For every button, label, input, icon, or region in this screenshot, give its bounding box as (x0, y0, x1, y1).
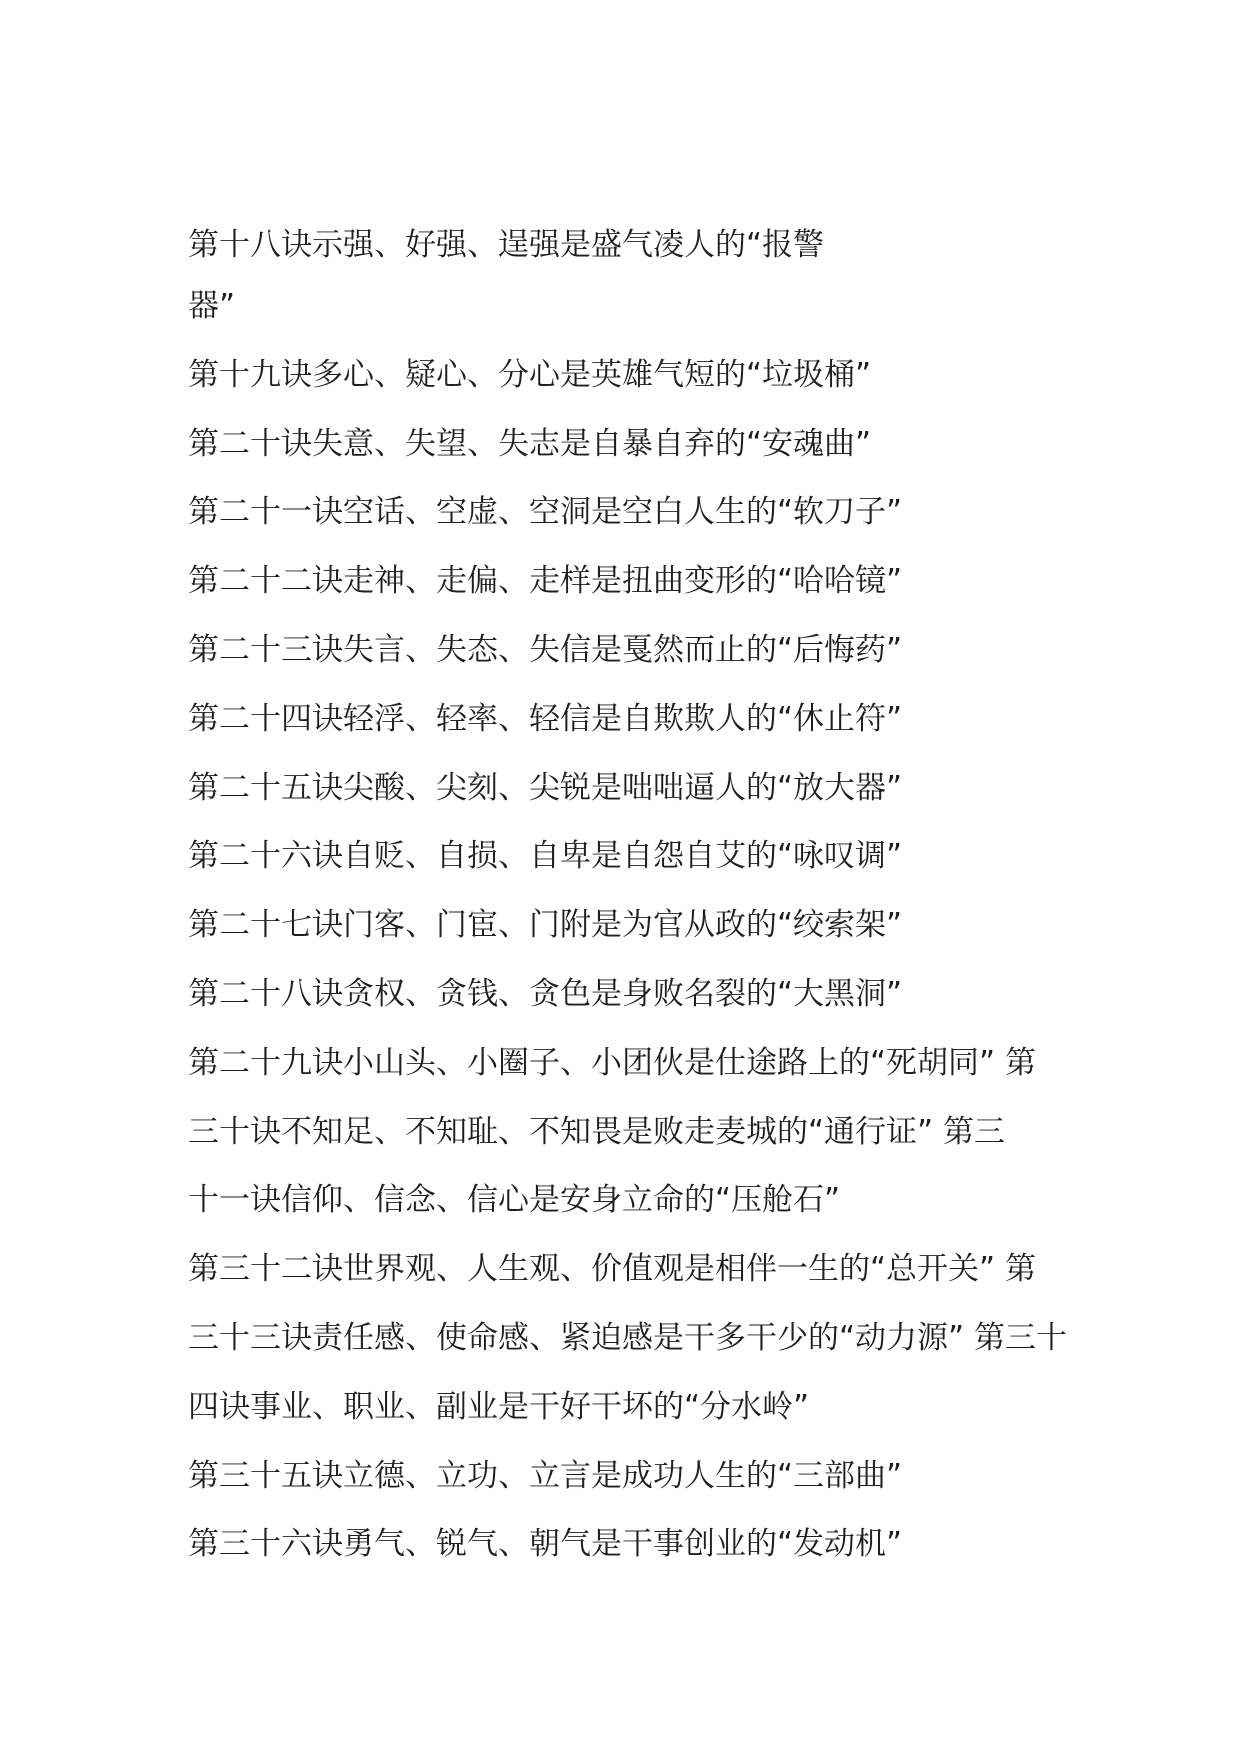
text-line: 第二十八诀贪权、贪钱、贪色是身败名裂的“大黑洞” (188, 975, 903, 1012)
text-line: 第三十二诀世界观、人生观、价值观是相伴一生的“总开关” 第 (188, 1251, 1036, 1288)
text-line: 第二十七诀门客、门宦、门附是为官从政的“绞索架” (188, 907, 903, 944)
body-text (188, 218, 1088, 1579)
text-line: 第二十六诀自贬、自损、自卑是自怨自艾的“咏叹调” (188, 838, 903, 875)
text-line: 三十诀不知足、不知耻、不知畏是败走麦城的“通行证” 第三 (188, 1113, 1005, 1150)
text-line: 第二十九诀小山头、小圈子、小团伙是仕途路上的“死胡同” 第 (188, 1044, 1036, 1081)
text-line: 第二十三诀失言、失态、失信是戛然而止的“后悔药” (188, 631, 903, 668)
text-line: 三十三诀责任感、使命感、紧迫感是干多干少的“动力源” 第三十 (188, 1319, 1067, 1356)
text-line: 第十八诀示强、好强、逞强是盛气凌人的“报警 (188, 227, 825, 263)
text-line: 第二十一诀空话、空虚、空洞是空白人生的“软刀子” (188, 494, 903, 531)
text-line: 器” (188, 288, 236, 324)
text-line: 十一诀信仰、信念、信心是安身立命的“压舱石” (188, 1182, 841, 1219)
text-line: 四诀事业、职业、副业是干好干坏的“分水岭” (188, 1388, 810, 1425)
text-line: 第二十五诀尖酸、尖刻、尖锐是咄咄逼人的“放大器” (188, 769, 903, 806)
text-line: 第二十四诀轻浮、轻率、轻信是自欺欺人的“休止符” (188, 700, 903, 737)
text-line: 第二十二诀走神、走偏、走样是扭曲变形的“哈哈镜” (188, 563, 903, 600)
text-line: 第三十五诀立德、立功、立言是成功人生的“三部曲” (188, 1457, 903, 1494)
text-line: 第二十诀失意、失望、失志是自暴自弃的“安魂曲” (188, 425, 872, 462)
text-line: 第十九诀多心、疑心、分心是英雄气短的“垃圾桶” (188, 356, 872, 393)
text-line: 第三十六诀勇气、锐气、朝气是干事创业的“发动机” (188, 1526, 903, 1563)
